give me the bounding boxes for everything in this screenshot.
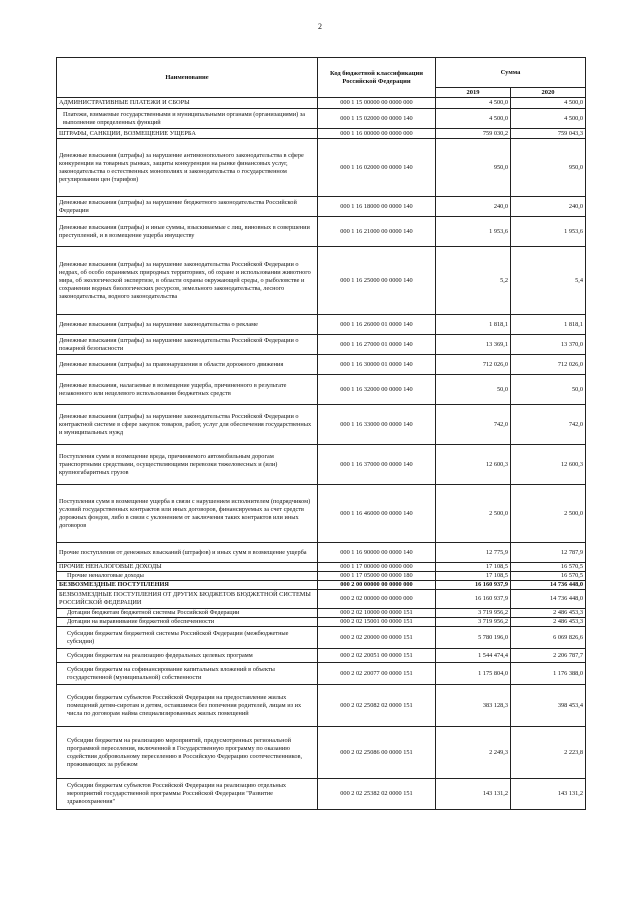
row-code: 000 2 02 25382 02 0000 151	[318, 779, 436, 810]
table-row	[57, 405, 586, 445]
row-name: Денежные взыскания (штрафы) за нарушение законодательства Российской Федерации о пожарной безопасности	[57, 335, 318, 355]
row-code: 000 2 02 20000 00 0000 151	[318, 627, 436, 649]
row-value-2019: 383 128,3	[436, 685, 511, 727]
row-value-2019: 1 175 804,0	[436, 663, 511, 685]
revenue-table	[56, 57, 586, 810]
row-value-2020: 2 206 787,7	[511, 649, 586, 663]
row-value-2019: 5 780 196,0	[436, 627, 511, 649]
row-value-2020: 1 953,6	[511, 217, 586, 247]
row-value-2020: 143 131,2	[511, 779, 586, 810]
row-name: Дотации на выравнивание бюджетной обеспеченности	[57, 618, 318, 627]
row-name: БЕЗВОЗМЕЗДНЫЕ ПОСТУПЛЕНИЯ	[57, 581, 318, 590]
header-sum: Сумма	[436, 58, 586, 88]
table-row	[57, 618, 586, 627]
row-name: ПРОЧИЕ НЕНАЛОГОВЫЕ ДОХОДЫ	[57, 563, 318, 572]
row-value-2019: 12 600,3	[436, 445, 511, 485]
row-name: Субсидии бюджетам на реализацию мероприятий, предусмотренных региональной программой переселения, включенной в Государственную программу по оказанию содействия добровольному переселению в Российскую Федерацию соотечественников, проживающих за рубежом	[57, 727, 318, 779]
table-row	[57, 375, 586, 405]
row-value-2020: 12 787,9	[511, 543, 586, 563]
row-code: 000 1 15 02000 00 0000 140	[318, 109, 436, 129]
row-code: 000 1 17 00000 00 0000 000	[318, 563, 436, 572]
row-name: Денежные взыскания (штрафы) за нарушение законодательства Российской Федерации о контрактной системе в сфере закупок товаров, работ, услуг для обеспечения государственных и муниципальных нужд	[57, 405, 318, 445]
row-value-2020: 14 736 448,0	[511, 581, 586, 590]
table-row	[57, 355, 586, 375]
row-value-2020: 398 453,4	[511, 685, 586, 727]
row-value-2020: 50,0	[511, 375, 586, 405]
row-value-2019: 16 160 937,9	[436, 590, 511, 609]
table-row	[57, 217, 586, 247]
row-value-2020: 759 043,3	[511, 129, 586, 139]
row-name: Прочие поступления от денежных взысканий (штрафов) и иных сумм в возмещение ущерба	[57, 543, 318, 563]
table-row	[57, 543, 586, 563]
row-name: Денежные взыскания (штрафы) за нарушение законодательства о рекламе	[57, 315, 318, 335]
row-value-2019: 1 544 474,4	[436, 649, 511, 663]
row-value-2019: 17 108,5	[436, 563, 511, 572]
row-name: Денежные взыскания (штрафы) за нарушение бюджетного законодательства Российской Федерации	[57, 197, 318, 217]
row-name: Субсидии бюджетам субъектов Российской Федерации на реализацию отдельных мероприятий государственной программы Российской Федерации "Развитие здравоохранения"	[57, 779, 318, 810]
row-value-2020: 4 500,0	[511, 98, 586, 109]
table-row	[57, 485, 586, 543]
row-code: 000 2 02 00000 00 0000 000	[318, 590, 436, 609]
row-code: 000 1 17 05000 00 0000 180	[318, 572, 436, 581]
header-name: Наименование	[57, 58, 318, 98]
row-value-2020: 712 026,0	[511, 355, 586, 375]
row-value-2020: 742,0	[511, 405, 586, 445]
row-value-2020: 1 818,1	[511, 315, 586, 335]
row-code: 000 1 16 32000 00 0000 140	[318, 375, 436, 405]
row-code: 000 1 16 26000 01 0000 140	[318, 315, 436, 335]
row-value-2020: 240,0	[511, 197, 586, 217]
row-value-2019: 240,0	[436, 197, 511, 217]
row-value-2019: 2 249,3	[436, 727, 511, 779]
table-row	[57, 609, 586, 618]
table-row	[57, 315, 586, 335]
row-name: Поступления сумм в возмещение вреда, причиняемого автомобильным дорогам транспортными средствами, осуществляющими перевозки тяжеловесных и (или) крупногабаритных грузов	[57, 445, 318, 485]
row-name: Субсидии бюджетам бюджетной системы Российской Федерации (межбюджетные субсидии)	[57, 627, 318, 649]
row-code: 000 1 16 02000 00 0000 140	[318, 139, 436, 197]
row-value-2019: 16 160 937,9	[436, 581, 511, 590]
row-name: Прочие неналоговые доходы	[57, 572, 318, 581]
row-value-2020: 950,0	[511, 139, 586, 197]
row-code: 000 1 16 90000 00 0000 140	[318, 543, 436, 563]
header-code: Код бюджетной классификации Российской Федерации	[318, 58, 436, 98]
row-code: 000 1 16 37000 00 0000 140	[318, 445, 436, 485]
row-code: 000 1 15 00000 00 0000 000	[318, 98, 436, 109]
row-value-2020: 16 570,5	[511, 572, 586, 581]
row-code: 000 1 16 18000 00 0000 140	[318, 197, 436, 217]
page-number: 2	[318, 22, 322, 31]
row-value-2020: 2 223,8	[511, 727, 586, 779]
row-value-2020: 5,4	[511, 247, 586, 315]
row-name: Субсидии бюджетам на софинансирование капитальных вложений в объекты государственной (муниципальной) собственности	[57, 663, 318, 685]
row-value-2020: 12 600,3	[511, 445, 586, 485]
row-value-2020: 2 486 453,3	[511, 618, 586, 627]
row-value-2019: 4 500,0	[436, 109, 511, 129]
row-value-2020: 1 176 388,0	[511, 663, 586, 685]
row-name: Поступления сумм в возмещение ущерба в связи с нарушением исполнителем (подрядчиком) условий государственных контрактов или иных договоров, финансируемых за счет средств дорожных фондов, либо в связи с уклонением от заключения таких контрактов или иных договоров	[57, 485, 318, 543]
table-row	[57, 98, 586, 109]
table-row	[57, 109, 586, 129]
table-row	[57, 590, 586, 609]
row-value-2019: 3 719 956,2	[436, 618, 511, 627]
row-value-2019: 5,2	[436, 247, 511, 315]
header-year-2019: 2019	[436, 88, 511, 98]
row-value-2020: 6 069 826,6	[511, 627, 586, 649]
table-row	[57, 627, 586, 649]
row-value-2019: 17 108,5	[436, 572, 511, 581]
row-name: АДМИНИСТРАТИВНЫЕ ПЛАТЕЖИ И СБОРЫ	[57, 98, 318, 109]
row-code: 000 1 16 27000 01 0000 140	[318, 335, 436, 355]
row-value-2019: 143 131,2	[436, 779, 511, 810]
row-code: 000 2 02 25082 02 0000 151	[318, 685, 436, 727]
row-code: 000 2 00 00000 00 0000 000	[318, 581, 436, 590]
row-value-2019: 1 953,6	[436, 217, 511, 247]
table-row	[57, 335, 586, 355]
table-body	[57, 98, 586, 810]
table-row	[57, 727, 586, 779]
table-row	[57, 563, 586, 572]
row-value-2019: 4 500,0	[436, 98, 511, 109]
table-row	[57, 139, 586, 197]
row-value-2019: 2 500,0	[436, 485, 511, 543]
table-row	[57, 581, 586, 590]
row-value-2019: 3 719 956,2	[436, 609, 511, 618]
header-year-2020: 2020	[511, 88, 586, 98]
row-value-2019: 712 026,0	[436, 355, 511, 375]
row-name: Дотации бюджетам бюджетной системы Российской Федерации	[57, 609, 318, 618]
row-value-2019: 950,0	[436, 139, 511, 197]
row-name: БЕЗВОЗМЕЗДНЫЕ ПОСТУПЛЕНИЯ ОТ ДРУГИХ БЮДЖЕТОВ БЮДЖЕТНОЙ СИСТЕМЫ РОССИЙСКОЙ ФЕДЕРАЦИИ	[57, 590, 318, 609]
table-row	[57, 445, 586, 485]
row-code: 000 1 16 21000 00 0000 140	[318, 217, 436, 247]
row-name: ШТРАФЫ, САНКЦИИ, ВОЗМЕЩЕНИЕ УЩЕРБА	[57, 129, 318, 139]
row-name: Платежи, взимаемые государственными и муниципальными органами (организациями) за выполнение определенных функций	[57, 109, 318, 129]
row-code: 000 2 02 25086 00 0000 151	[318, 727, 436, 779]
row-value-2019: 50,0	[436, 375, 511, 405]
row-value-2020: 14 736 448,0	[511, 590, 586, 609]
row-value-2019: 742,0	[436, 405, 511, 445]
table-row	[57, 663, 586, 685]
row-code: 000 1 16 25000 00 0000 140	[318, 247, 436, 315]
row-code: 000 2 02 20051 00 0000 151	[318, 649, 436, 663]
row-value-2020: 2 486 453,3	[511, 609, 586, 618]
row-code: 000 1 16 00000 00 0000 000	[318, 129, 436, 139]
row-name: Денежные взыскания (штрафы) за нарушение законодательства Российской Федерации о недрах, об особо охраняемых природных территориях, об охране и использовании животного мира, об экологической экспертизе, в области охраны окружающей среды, о рыболовстве и сохранении водных биологических ресурсов, земельного законодательства, лесного законодательства, водного законодательства	[57, 247, 318, 315]
table-row	[57, 129, 586, 139]
table-row	[57, 247, 586, 315]
row-name: Субсидии бюджетам на реализацию федеральных целевых программ	[57, 649, 318, 663]
row-code: 000 1 16 33000 00 0000 140	[318, 405, 436, 445]
row-value-2020: 13 370,0	[511, 335, 586, 355]
row-value-2020: 2 500,0	[511, 485, 586, 543]
row-code: 000 2 02 15001 00 0000 151	[318, 618, 436, 627]
row-name: Денежные взыскания (штрафы) за правонарушения в области дорожного движения	[57, 355, 318, 375]
row-name: Денежные взыскания (штрафы) и иные суммы, взыскиваемые с лиц, виновных в совершении преступлений, и в возмещение ущерба имуществу	[57, 217, 318, 247]
table-row	[57, 685, 586, 727]
row-code: 000 2 02 20077 00 0000 151	[318, 663, 436, 685]
row-name: Денежные взыскания (штрафы) за нарушение антимонопольного законодательства в сфере конкуренции на товарных рынках, защиты конкуренции на рынке финансовых услуг, законодательства о естественных монополиях и законодательства о государственном регулировании цен (тарифов)	[57, 139, 318, 197]
row-value-2020: 16 570,5	[511, 563, 586, 572]
row-value-2019: 1 818,1	[436, 315, 511, 335]
row-name: Денежные взыскания, налагаемые в возмещение ущерба, причиненного в результате незаконного или нецелевого использования бюджетных средств	[57, 375, 318, 405]
row-name: Субсидии бюджетам субъектов Российской Федерации на предоставление жилых помещений детям-сиротам и детям, оставшимся без попечения родителей, лицам из их числа по договорам найма специализированных жилых помещений	[57, 685, 318, 727]
row-value-2019: 759 030,2	[436, 129, 511, 139]
row-value-2019: 13 369,1	[436, 335, 511, 355]
row-code: 000 2 02 10000 00 0000 151	[318, 609, 436, 618]
row-value-2019: 12 775,9	[436, 543, 511, 563]
table-row	[57, 572, 586, 581]
table-row	[57, 197, 586, 217]
table-row	[57, 779, 586, 810]
row-code: 000 1 16 30000 01 0000 140	[318, 355, 436, 375]
table-row	[57, 649, 586, 663]
row-code: 000 1 16 46000 00 0000 140	[318, 485, 436, 543]
row-value-2020: 4 500,0	[511, 109, 586, 129]
